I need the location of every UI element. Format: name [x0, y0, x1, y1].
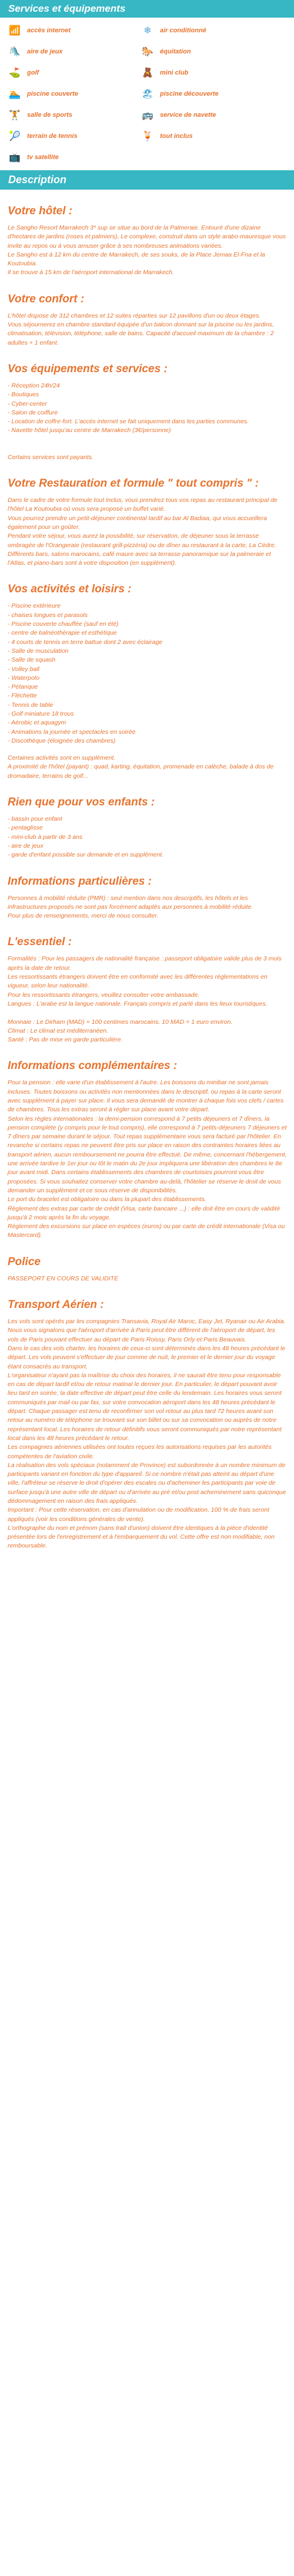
list-item: - Réception 24h/24 [8, 382, 287, 390]
leisure-list [8, 602, 287, 746]
kids-heading: Rien que pour vos enfants : [8, 796, 155, 809]
service-item [141, 129, 282, 143]
service-label: accès internet [27, 27, 71, 34]
list-item: - centre de balnéothérapie et esthétique [8, 629, 287, 638]
service-item [141, 23, 282, 38]
list-item: - Boutiques [8, 390, 287, 399]
list-item: - Salle de squash [8, 656, 287, 665]
particular-text: Personnes à mobilité réduite (PMR) : seul mention dans nos descriptifs, les hôtels et les infrastructures proposés ne sont pas forcément adaptés aux personnes à mobilité réduite. Pour plus de renseignements, merci de nous consulter. [8, 894, 253, 920]
air-heading: Transport Aérien : [8, 1299, 104, 1311]
police-text: PASSEPORT EN COURS DE VALIDITE [8, 1274, 119, 1282]
comfort-text: L'hôtel dispose de 312 chambres et 12 suites réparties sur 12 pavillons d'un ou deux étages. Vous séjournerez en chambre standard équipée d'un balcon donnant sur la piscine ou les jardins, climatisation, télévision, téléphone, salle de bains. Capacité d'accueil maximum de la chambre : 2 adultes + 1 enfant. [8, 312, 274, 346]
service-label: service de navette [160, 112, 216, 119]
dining-text: Dans le cadre de votre formule tout inclus, vous prendrez tous vos repas au restaurant principal de l'hôtel La Koutoubia où vous sera proposé un buffet varié. Vous pourrez prendre un petit-déjeuner continental tardif au bar Al Badiaa, qui vous accueillera également pour un goûter. Pendant votre séjour, vous aurez la possibilité, sur réservation, de déjeuner sous la terrasse ombragée de l'Orangeraie (restaurant grill-pizzéria) ou de dîner au restaurant à la carte, La Cèdre. Différents bars, salons marocains, café maure avec sa terrasse panoramique sur la palmeraie et l'Atlas, et piano-bars sont à votre disposition (en supplément). [8, 497, 278, 567]
air-text: Les vols sont opérés par les compagnies Transavia, Royal Air Maroc, Easy Jet, Ryanair ou Air Arabia. Nous vous signalons que l'aéroport d'arrivée à Paris peut être différent de l'aéroport de départ, les vols de Paris pouvant effectuer au départ de Paris Roissy, Paris Orly et Paris Beauvais. Dans le cas des vols charter, les horaires de ceux-ci sont déterminés dans les 48 heures précédant le départ. Les vols peuvent s'effectuer de jour comme de nuit, le premier et le dernier jour du voyage étant consacrés au transport. L'organisateur n'ayant pas la maîtrise du choix des horaires, il ne saurait être tenu pour responsable en cas de départ tardif et/ou de retour matinal le dernier jour. En particulier, le départ pouvant avoir lieu tard en soirée, la date effective de départ peut être celle du lendemain. Les horaires vous seront communiqués par mail ou par fax, sur votre convocation aéroport dans les 48 heures précédant le départ. Chaque passager est tenu de reconfirmer son vol retour au plus tard 72 heures avant son retour au numéro de téléphone se trouvant sur son billet ou sur sa convocation ou auprès de notre représentant local. Les horaires de retour définitifs vous seront communiqués par notre représentant local dans les 48 heures précédant le retour. Les compagnies aériennes utilisées ont toutes reçues les autorisations requises par les autorités compétentes de l'aviation civile. La réalisation des vols spéciaux (notamment de Province) est subordonnée à un nombre minimum de participants variant en fonction du type d'appareil. Si ce nombre n'était pas atteint au départ d'une ville, l'affréteur se réserve le droit d'opérer des escales ou d'acheminer les participants par voie de surface jusqu'à une autre ville de départ ou d'arrivée au pré et/ou post acheminement sans quiconque dédommagement en raison des frais appliqués. Important : Pour cette réservation, en cas d'annulation ou de modification, 100 % de frais seront appliqués (voir les conditions générales de vente). L'orthographe du nom et prénom (sans trait d'union) doivent être identiques à la pièce d'identité présentée lors de l'enregistrement et à l'embarquement du vol. Cette offre est non modifiable, non remboursable. [8, 1318, 286, 1550]
list-item: - aire de jeux [8, 842, 287, 851]
list-item: - Aérobic et aquagym [8, 719, 287, 727]
list-item: - 4 courts de tennis en terre battue dont 2 avec éclairage [8, 638, 287, 647]
hotel-text: Le Sangho Resort Marrakech 3* sup se situe au bord de la Palmeraie. Entouré d'une dizaine d'hectares de jardins (roses et palmiers), Le complexe, construit dans un style arabo-mauresque vous invite au repos ou à vous amuser grâce à ses nombreuses animations variées. Le Sangho est à 12 km du centre de Marrakech, de ses souks, de la Place Jemaa El-Fna et la Koutoubia. Il se trouve à 15 km de l'aéroport international de Marrakech. [8, 224, 286, 277]
service-label: piscine couverte [27, 90, 78, 97]
comfort-heading: Votre confort : [8, 292, 85, 305]
gym-icon: 🏋 [9, 110, 21, 120]
kids-list [8, 815, 287, 859]
service-item [8, 66, 141, 80]
services-detail-heading: Vos équipements et services : [8, 362, 168, 375]
golf-icon: ⛳ [9, 68, 21, 78]
service-item [8, 150, 141, 164]
leisure-text: Certaines activités sont en supplément. A proximité de l'hôtel (payant) : quad, karting, équitation, promenade en calèche, balade à dos de dromadaire, terrains de golf... [8, 754, 274, 780]
service-item [8, 108, 141, 122]
hotel-heading: Votre hôtel : [8, 205, 73, 217]
mini-club-icon: 🧸 [142, 68, 153, 78]
service-label: équitation [160, 48, 191, 55]
service-item [141, 66, 282, 80]
service-item [141, 108, 282, 122]
list-item: - Discothèque (éloignée des chambres) [8, 737, 287, 746]
leisure-heading: Vos activités et loisirs : [8, 583, 132, 596]
service-label: piscine découverte [160, 90, 219, 97]
service-item [8, 87, 141, 101]
list-item: - Cyber-center [8, 400, 287, 409]
list-item: - chaises longues et parasols [8, 611, 287, 620]
list-item: - Piscine couverte chauffée (sauf en été) [8, 620, 287, 629]
service-label: golf [27, 69, 39, 76]
list-item: - Tennis de table [8, 701, 287, 710]
playground-icon: 🛝 [9, 47, 21, 57]
tennis-icon: 🎾 [9, 132, 21, 141]
list-item: - Waterpolo [8, 674, 287, 683]
services-detail-note: Certains services sont payants. [8, 453, 93, 461]
list-item: - Golf miniature 18 trous [8, 710, 287, 719]
service-item [141, 45, 282, 59]
list-item: - Pétanque [8, 683, 287, 692]
tv-icon: 📺 [9, 153, 21, 163]
list-item: - Volley ball [8, 665, 287, 674]
service-label: aire de jeux [27, 48, 63, 55]
description-header [0, 170, 294, 190]
service-label: mini club [160, 69, 189, 76]
complementary-heading: Informations complémentaires : [8, 1060, 178, 1073]
list-item: - Location de coffre-fort. L'accès internet se fait uniquement dans les parties communes. [8, 417, 287, 426]
police-heading: Police [8, 1255, 41, 1268]
particular-heading: Informations particulières : [8, 875, 152, 888]
service-label: tv satellite [27, 154, 59, 161]
indoor-pool-icon: 🏊 [9, 89, 21, 99]
services-header: Services et équipements [0, 0, 294, 18]
service-item [8, 23, 141, 38]
horse-riding-icon: 🐎 [142, 47, 153, 57]
services-detail-list [8, 382, 287, 436]
essential-text: Formalités : Pour les passagers de nationalité française : passeport obligatoire valide plus de 3 mois après la date de retour. Les ressortissants étrangers doivent être en conformité avec les différentes réglementations en vigueur, selon leur nationalité. Pour les ressortissants étrangers, veuillez consulter votre ambassade. Langues : L'arabe est la langue nationale. Français compris et parlé dans les lieux touristiques. Monnaie : Le Dirham (MAD) = 100 centimes marocains. 10 MAD = 1 euro environ. Climat : Le climat est méditerranéen. Santé : Pas de mise en garde particulière. [8, 955, 282, 1044]
list-item: - Piscine extérieure [8, 602, 287, 611]
service-item [8, 45, 141, 59]
service-item [141, 87, 282, 101]
services-grid [0, 18, 294, 164]
description-title: Description [8, 174, 67, 186]
shuttle-icon: 🚌 [142, 110, 153, 120]
essential-heading: L'essentiel : [8, 936, 72, 949]
all-inclusive-icon: 🍹 [142, 132, 153, 141]
list-item: - garde d'enfant possible sur demande et en supplément. [8, 851, 287, 859]
air-conditioning-icon: ❄ [143, 26, 152, 36]
list-item: - pentaglisse [8, 824, 287, 832]
list-item: - Animations la journée et spectacles en soirée [8, 728, 287, 737]
list-item: - Salle de musculation [8, 647, 287, 656]
service-item [8, 129, 141, 143]
list-item: - Fléchette [8, 692, 287, 700]
dining-heading: Votre Restauration et formule " tout compris " : [8, 477, 259, 490]
description-body [0, 205, 294, 1551]
service-label: salle de sports [27, 112, 73, 119]
list-item: - Navette hôtel jusqu'au centre de Marrakech (3€/personne) [8, 426, 287, 435]
service-label: tout inclus [160, 133, 193, 140]
list-item: - bassin pour enfant [8, 815, 287, 824]
service-label: terrain de tennis [27, 133, 78, 140]
outdoor-pool-icon: 🏖 [141, 89, 154, 99]
complementary-text: Pour la pension : elle varie d'un établissement à l'autre. Les boissons du minibar ne sont jamais incluses. Toutes boissons ou activités non mentionnées dans le descriptif, ou repas à la carte seront avec supplément à payer sur place. Il vous sera demandé de montrer à chaque fois vos clefs / cartes de chambres. Tous les extras seront à régler sur place avant votre départ. Selon les règles internationales : la demi-pension correspond à 7 petits déjeuners et 7 dîners, la pension complète (y compris pour le tout compris), elle correspond à 7 petits-déjeuners 7 déjeuners et 7 dîners par semaine durant le séjour. Tout repas supplémentaire vous sera facturé par l'hôtelier. En revanche si certains repas ne peuvent être pris sur place en raison des contraintes horaires liées au transport aérien, aucun remboursement ne pourra être effectué. De même, concernant l'hébergement, une arrivée tardive le 1er jour ou tôt le matin du 2e jour impliquera une libération des chambres le 8e jour avant midi. Dans certains établissements des chambres de courtoisies pourront vous être proposées. Si vous souhaitez conserver votre chambre au-delà, l'hôtelier se réserve le droit de vous demander un supplément et ce sous réserve de disponibilités. Le port du bracelet est obligatoire ou dans la plupart des établissements. Règlement des extras par carte de crédit (Visa, carte bancaire ...) : elle doit être en cours de validité jusqu'à 2 mois après la fin du voyage. Règlement des excursions sur place en espèces (euros) ou par carte de crédit internationale (Visa ou Mastercard). [8, 1079, 287, 1239]
list-item: - Salon de coiffure [8, 409, 287, 417]
list-item: - mini-club à partir de 3 ans [8, 833, 287, 842]
wifi-icon: 📶 [9, 26, 21, 36]
service-label: air conditionné [160, 27, 206, 34]
